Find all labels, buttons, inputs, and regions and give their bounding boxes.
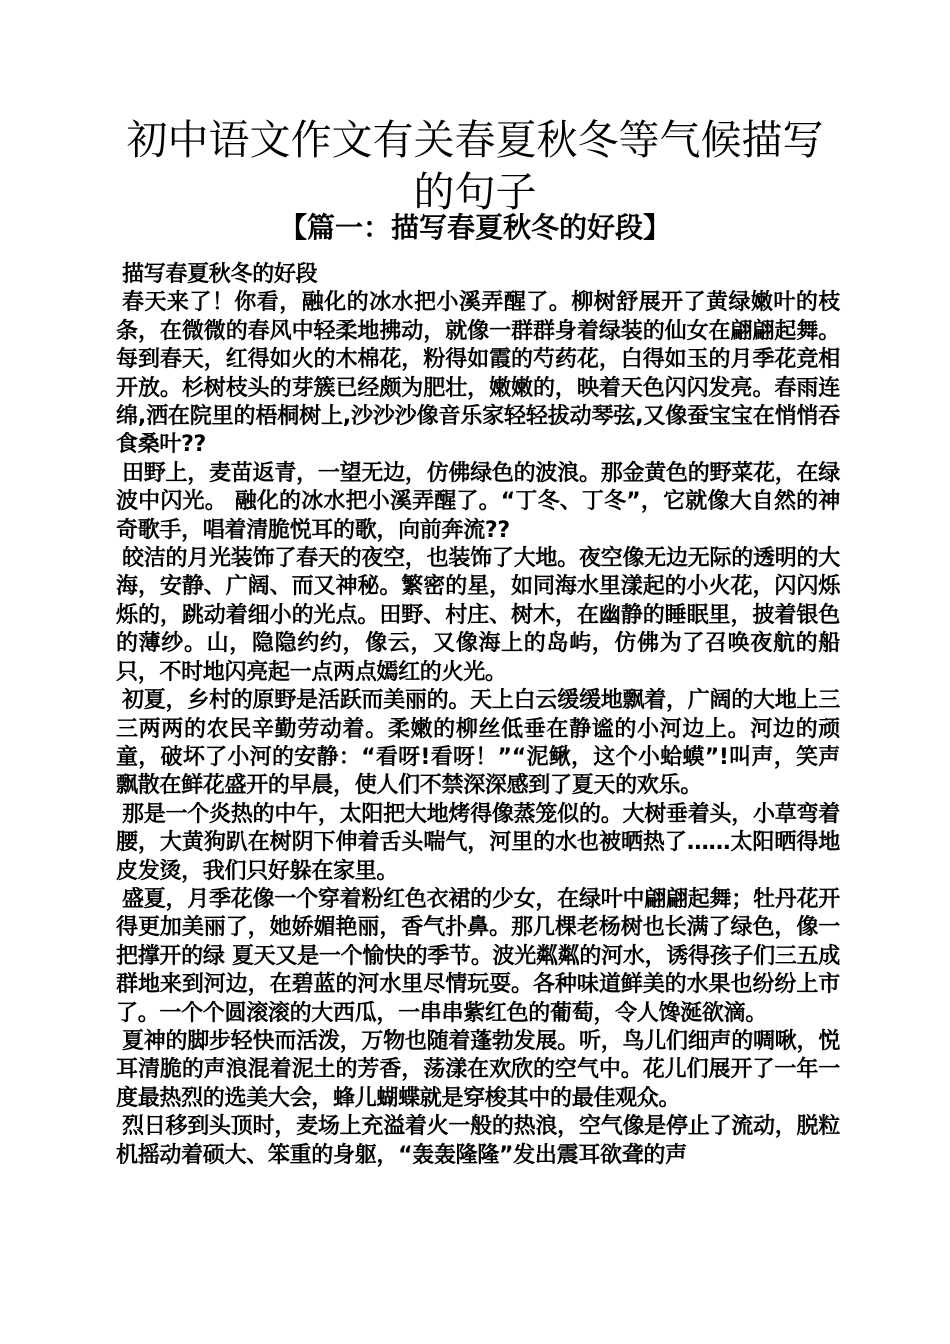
paragraph-spring-1: 春天来了！你看，融化的冰水把小溪弄醒了。柳树舒展开了黄绿嫩叶的枝条，在微微的春风中轻柔地拂动，就像一群群身着绿装的仙女在翩翩起舞。每到春天，红得如火的木棉花，粉得如霞的芍药花，白得如玉的月季花竞相开放。杉树枝头的芽簇已经颇为肥壮，嫩嫩的，映着天色闪闪发亮。春雨连绵,洒在院里的梧桐树上,沙沙沙像音乐家轻轻拔动琴弦,又像蚕宝宝在悄悄吞食桑叶??: [116, 290, 840, 458]
section-heading: 描写春夏秋冬的好段: [122, 262, 318, 287]
document-title: 初中语文作文有关春夏秋冬等气候描写的句子: [126, 116, 824, 216]
paragraph-early-summer: 初夏，乡村的原野是活跃而美丽的。天上白云缓缓地飘着，广阔的大地上三三两两的农民辛勤劳动着。柔嫩的柳丝低垂在静谧的小河边上。河边的顽童，破坏了小河的安静：“看呀!看呀！”“泥鳅，这个小蛤蟆”!叫声，笑声飘散在鲜花盛开的早晨，使人们不禁深深感到了夏天的欢乐。: [116, 688, 840, 799]
document-subtitle: 【篇一：描写春夏秋冬的好段】: [278, 211, 671, 244]
paragraph-scorching-sun: 烈日移到头顶时，麦场上充溢着火一般的热浪，空气像是停止了流动，脱粒机摇动着硕大、笨重的身躯，“轰轰隆隆”发出震耳欲聋的声: [116, 1114, 840, 1168]
paragraph-spring-2: 田野上，麦苗返青，一望无边，仿佛绿色的波浪。那金黄色的野菜花，在绿波中闪光。 融化的冰水把小溪弄醒了。“丁冬、丁冬”，它就像大自然的神奇歌手，唱着清脆悦耳的歌，向前奔流??: [116, 460, 840, 543]
paragraph-midsummer: 盛夏，月季花像一个穿着粉红色衣裙的少女，在绿叶中翩翩起舞；牡丹花开得更加美丽了，她娇媚艳丽，香气扑鼻。那几棵老杨树也长满了绿色，像一把撑开的绿 夏天又是一个愉快的季节。波光粼粼的河水，诱得孩子们三五成群地来到河边，在碧蓝的河水里尽情玩耍。各种味道鲜美的水果也纷纷上市了。一个个圆滚滚的大西瓜，一串串紫红色的葡萄，令人馋涎欲滴。: [116, 886, 840, 1026]
paragraph-spring-night: 皎洁的月光装饰了春天的夜空，也装饰了大地。夜空像无边无际的透明的大海，安静、广阔、而又神秘。繁密的星，如同海水里漾起的小火花，闪闪烁烁的，跳动着细小的光点。田野、村庄、树木，在幽静的睡眠里，披着银色的薄纱。山，隐隐约约，像云，又像海上的岛屿，仿佛为了召唤夜航的船只，不时地闪亮起一点两点嫣红的火光。: [116, 546, 840, 685]
paragraph-hot-noon: 那是一个炎热的中午，太阳把大地烤得像蒸笼似的。大树垂着头，小草弯着腰，大黄狗趴在树阴下伸着舌头喘气，河里的水也被晒热了……太阳晒得地皮发烫，我们只好躲在家里。: [116, 801, 840, 884]
paragraph-summer-god: 夏神的脚步轻快而活泼，万物也随着蓬勃发展。听，鸟儿们细声的啁啾，悦耳清脆的声浪混着泥土的芳香，荡漾在欢欣的空气中。花儿们展开了一年一度最热烈的选美大会，蜂儿蝴蝶就是穿梭其中的最佳观众。: [116, 1028, 840, 1111]
document-body: [116, 261, 840, 1170]
